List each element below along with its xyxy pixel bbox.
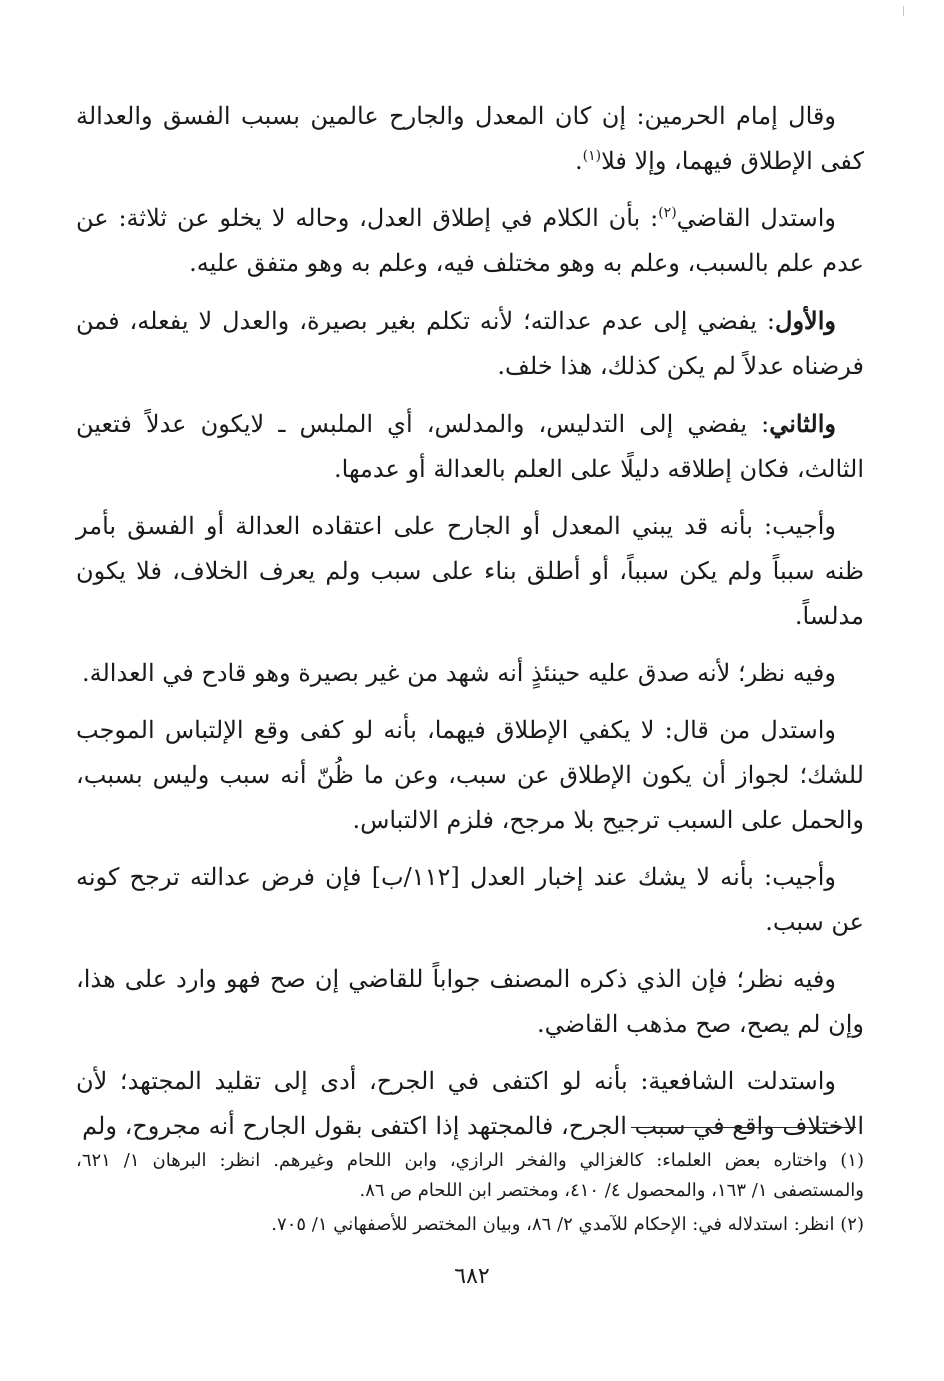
footnote-ref[interactable]: (٢) (658, 205, 677, 221)
footnote-1: (١) واختاره بعض العلماء: كالغزالي والفخر الرازي، وابن اللحام وغيرهم. انظر: البرهان ١/ ٦٢١، والمستصفى ١/ ١٦٣، والمحصول ٤/ ٤١٠، ومختصر ابن اللحام ص ٨٦. (76, 1150, 864, 1201)
paragraph-3: والأول: يفضي إلى عدم عدالته؛ لأنه تكلم بغير بصيرة، والعدل لا يفعله، فمن فرضناه عدلاً لم يكن كذلك، هذا خلف. (76, 306, 864, 380)
footnote-divider (631, 1127, 856, 1128)
paragraph-1: وقال إمام الحرمين: إن كان المعدل والجارح عالمين بسبب الفسق والعدالة كفى الإطلاق فيهما، وإلا فلا$^{(١)}$. (76, 102, 864, 175)
footnote-ref[interactable]: (١) (582, 148, 602, 164)
scan-mark (903, 6, 904, 16)
footnote-2: (٢) انظر: استدلاله في: الإحكام للآمدي ٢/ ٨٦، وبيان المختصر للأصفهاني ١/ ٧٠٥. (271, 1214, 864, 1235)
paragraph-7: واستدل من قال: لا يكفي الإطلاق فيهما، بأنه لو كفى وقع الإلتباس الموجب للشك؛ لجواز أن يكون الإطلاق عن سبب، وعن ما ظُنّ أنه سبب وليس بسبب، والحمل على السبب ترجيح بلا مرجح، فلزم الالتباس. (76, 716, 864, 834)
paragraph-9: وفيه نظر؛ فإن الذي ذكره المصنف جواباً للقاضي إن صح فهو وارد على هذا، وإن لم يصح، صح مذهب القاضي. (76, 965, 864, 1038)
bold-lead: والأول (775, 306, 836, 335)
main-text (76, 94, 864, 1161)
paragraph-10: واستدلت الشافعية: بأنه لو اكتفى في الجرح، أدى إلى تقليد المجتهد؛ لأن الاختلاف واقع في سبب الجرح، فالمجتهد إذا اكتفى بقول الجارح أنه مجروح، ولم (76, 1067, 864, 1140)
paragraph-4: والثاني: يفضي إلى التدليس، والمدلس، أي الملبس ـ لايكون عدلاً فتعين الثالث، فكان إطلاقه دليلًا على العلم بالعدالة أو عدمها. (76, 409, 864, 483)
paragraph-6: وفيه نظر؛ لأنه صدق عليه حينئذٍ أنه شهد من غير بصيرة وهو قادح في العدالة. (82, 659, 836, 687)
bold-lead: والثاني (769, 409, 836, 438)
paragraph-5: وأجيب: بأنه قد يبني المعدل أو الجارح على اعتقاده العدالة أو الفسق بأمر ظنه سبباً ولم يكن سبباً، أو أطلق بناء على سبب ولم يعرف الخلاف، فلا يكون مدلساً. (76, 512, 864, 630)
footnotes (76, 1146, 864, 1244)
paragraph-2: واستدل القاضي$^{(٢)}$: بأن الكلام في إطلاق العدل، وحاله لا يخلو عن ثلاثة: عن عدم علم بالسبب، وعلم به وهو مختلف فيه، وعلم به وهو متفق عليه. (76, 204, 864, 277)
paragraph-8: وأجيب: بأنه لا يشك عند إخبار العدل [١١٢/ب] فإن فرض عدالته ترجح كونه عن سبب. (76, 863, 864, 936)
page-number: ٦٨٢ (454, 1264, 490, 1289)
